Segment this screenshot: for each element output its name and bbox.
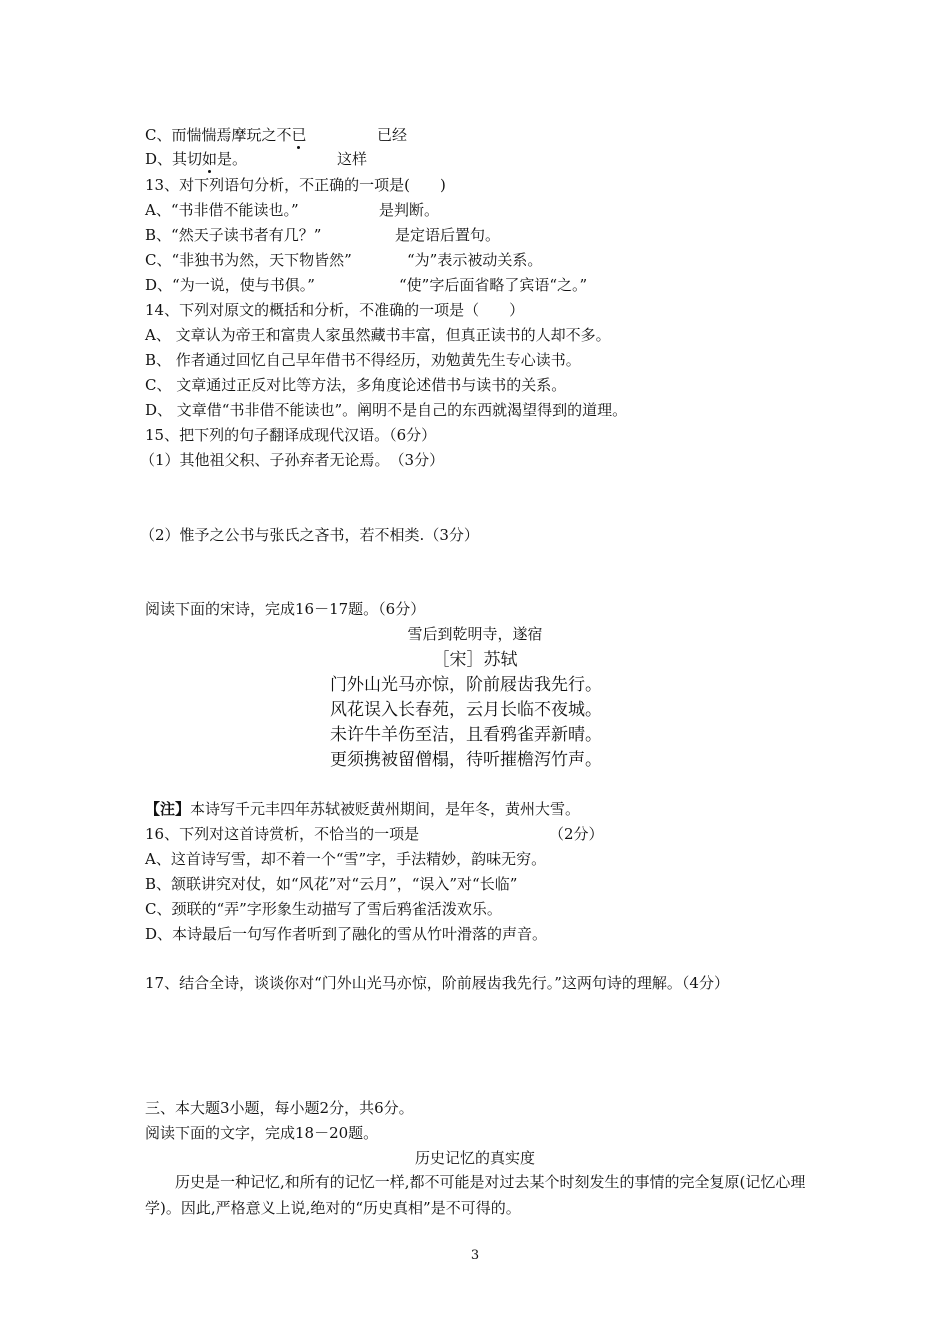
q16-option-b: B、颔联讲究对仗，如“风花”对“云月”，“误入”对“长临” xyxy=(145,875,518,893)
section-3-intro: 阅读下面的文字，完成18－20题。 xyxy=(145,1124,379,1142)
q15-stem: 15、把下列的句子翻译成现代汉语。（6分） xyxy=(145,426,437,444)
poem-line-4: 更须携被留僧榻，待听摧檐泻竹声。 xyxy=(330,750,602,770)
article-paragraph: 历史是一种记忆,和所有的记忆一样,都不可能是对过去某个时刻发生的事情的完全复原(记忆心理学)。因此,严格意义上说,绝对的“历史真相”是不可得的。 xyxy=(145,1173,806,1217)
q13-option-a xyxy=(145,200,440,220)
q13-option-c-note: “为”表示被动关系。 xyxy=(407,251,543,269)
q12-option-c-text: C、而惴惴焉摩玩之不 xyxy=(145,126,292,144)
poem-intro: 阅读下面的宋诗，完成16－17题。（6分） xyxy=(145,600,426,618)
q16-stem xyxy=(145,824,604,844)
poem-line-2: 风花误入长春苑，云月长临不夜城。 xyxy=(330,700,602,720)
q13-option-c-text: C、“非独书为然，天下物皆然” xyxy=(145,251,352,269)
q16-option-d: D、本诗最后一句写作者听到了融化的雪从竹叶滑落的声音。 xyxy=(145,925,548,943)
poem-line-1: 门外山光马亦惊，阶前屐齿我先行。 xyxy=(330,675,602,695)
poem-author: ［宋］苏轼 xyxy=(432,650,518,670)
q14-option-a: A、 文章认为帝王和富贵人家虽然藏书丰富，但真正读书的人却不多。 xyxy=(145,326,611,344)
article-title: 历史记忆的真实度 xyxy=(414,1149,535,1167)
q12-option-c-gloss: 已经 xyxy=(377,126,408,144)
q12-option-d-text-end: 是。 xyxy=(217,150,248,168)
q13-option-b-note: 是定语后置句。 xyxy=(395,226,501,244)
q13-option-b-text: B、“然天子读书者有几？” xyxy=(145,226,322,244)
q13-option-d-text: D、“为一说，使与书俱。” xyxy=(145,276,315,294)
q13-option-b xyxy=(145,225,501,245)
poem-line-3: 未许牛羊伤至洁，且看鸦雀弄新晴。 xyxy=(330,725,602,745)
q15-item-1: （1）其他祖父积、子孙弃者无论焉。 （3分） xyxy=(140,451,445,469)
section-3-heading: 三、本大题3小题，每小题2分，共6分。 xyxy=(145,1099,414,1117)
q16-score: （2分） xyxy=(549,825,604,843)
q13-option-d-note: “使”字后面省略了宾语“之。” xyxy=(399,276,588,294)
q14-option-d: D、 文章借“书非借不能读也”。阐明不是自己的东西就渴望得到的道理。 xyxy=(145,401,628,419)
poem-note-bracket: 【注】 xyxy=(145,800,191,818)
page-number: 3 xyxy=(470,1248,480,1263)
q14-option-b: B、 作者通过回忆自己早年借书不得经历，劝勉黄先生专心读书。 xyxy=(145,351,581,369)
poem-note xyxy=(145,799,580,819)
q13-stem: 13、对下列语句分析，不正确的一项是( ) xyxy=(145,176,446,194)
q12-option-c-dotted-char: 已 xyxy=(291,126,307,144)
q12-option-c xyxy=(145,125,408,145)
q16-option-a: A、这首诗写雪，却不着一个“雪”字，手法精妙，韵味无穷。 xyxy=(145,850,547,868)
poem-title: 雪后到乾明寺，遂宿 xyxy=(407,625,543,643)
q13-option-a-note: 是判断。 xyxy=(379,201,440,219)
poem-note-text: 本诗写千元丰四年苏轼被贬黄州期间，是年冬，黄州大雪。 xyxy=(190,800,581,818)
q16-option-c: C、颈联的“弄”字形象生动描写了雪后鸦雀活泼欢乐。 xyxy=(145,900,502,918)
q14-stem: 14、下列对原文的概括和分析，不准确的一项是（ ） xyxy=(145,301,525,319)
q17-stem: 17、结合全诗，谈谈你对“门外山光马亦惊，阶前屐齿我先行。”这两句诗的理解。（4分） xyxy=(145,974,729,992)
q12-option-d xyxy=(145,149,368,169)
q13-option-a-text: A、“书非借不能读也。” xyxy=(145,201,299,219)
q14-option-c: C、 文章通过正反对比等方法，多角度论述借书与读书的关系。 xyxy=(145,376,567,394)
q13-option-c xyxy=(145,250,543,270)
q12-option-d-gloss: 这样 xyxy=(337,150,368,168)
q12-option-d-dotted-char: 如 xyxy=(202,150,218,168)
q13-option-d xyxy=(145,275,588,295)
q16-stem-text: 16、下列对这首诗赏析，不恰当的一项是 xyxy=(145,825,420,843)
q15-item-2: （2）惟予之公书与张氏之吝书，若不相类.（3分） xyxy=(140,526,479,544)
q12-option-d-text: D、其切 xyxy=(145,150,203,168)
